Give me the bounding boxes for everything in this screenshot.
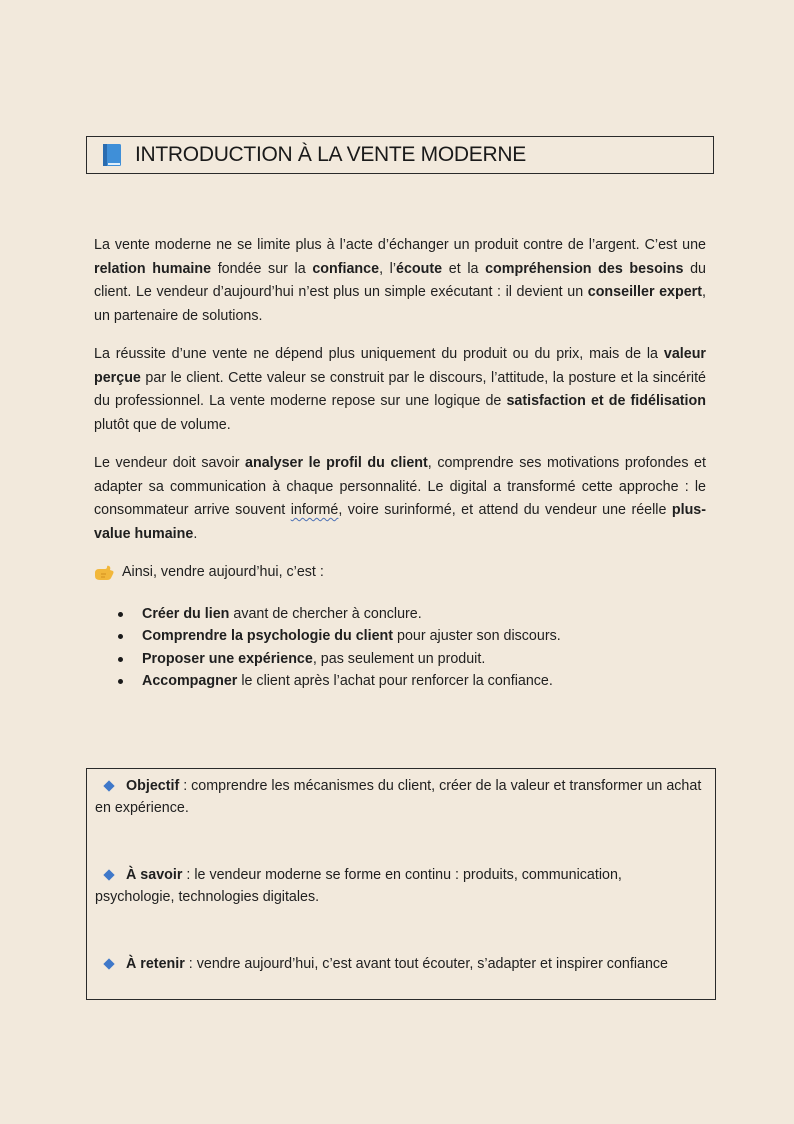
bullet-bold: Comprendre la psychologie du client: [142, 628, 394, 644]
info-text: : le vendeur moderne se forme en continu : produits, communication, psychologie, technologies digitales.: [95, 867, 622, 905]
paragraph-text: par le client. Cette valeur se construit par le discours, l’attitude, la posture et la sincérité du professionnel. La vente moderne repose sur une logique de: [94, 369, 706, 409]
info-item: [95, 864, 705, 908]
bullet-text: pour ajuster son discours.: [393, 628, 561, 644]
bullet-item: [142, 603, 706, 626]
bold-text: conseiller expert: [587, 284, 703, 300]
blue-diamond-icon: [103, 780, 114, 791]
paragraph: [94, 234, 706, 328]
bullet-list: [94, 603, 706, 693]
paragraph: [94, 343, 706, 437]
pointing-hand-icon: [94, 565, 114, 581]
bullet-text: avant de chercher à conclure.: [229, 605, 422, 622]
info-box: [86, 768, 716, 1000]
blue-book-icon: [101, 143, 123, 167]
blue-diamond-icon: [103, 869, 114, 880]
bold-text: plus-value humaine: [94, 502, 707, 542]
paragraph-text: Le vendeur doit savoir: [94, 455, 246, 471]
bullet-bold: Créer du lien: [142, 605, 230, 622]
info-text: : comprendre les mécanismes du client, créer de la valeur et transformer un achat en expérience.: [95, 778, 702, 816]
bullet-bold: Accompagner: [142, 673, 238, 689]
bold-text: écoute: [396, 260, 443, 277]
info-text: : vendre aujourd’hui, c’est avant tout écouter, s’adapter et inspirer confiance: [184, 956, 669, 972]
paragraph-text: La vente moderne ne se limite plus à l’acte d’échanger un produit contre de l’argent. C’est une: [94, 237, 706, 253]
info-item: [95, 953, 705, 975]
info-label: À retenir: [126, 956, 185, 972]
bullet-text: , pas seulement un produit.: [312, 650, 486, 667]
info-label: Objectif: [126, 778, 180, 794]
info-label: À savoir: [126, 867, 183, 883]
bullet-text: le client après l’achat pour renforcer la confiance.: [237, 673, 553, 689]
paragraph-text: La réussite d’une vente ne dépend plus uniquement du produit ou du prix, mais de la: [94, 346, 664, 362]
paragraph-text: fondée sur la: [211, 260, 313, 277]
bold-text: valeur perçue: [94, 346, 706, 386]
bullet-bold: Proposer une expérience: [142, 650, 313, 667]
paragraph-text: du client. Le vendeur d’aujourd’hui n’est plus un simple exécutant : il devient un: [94, 260, 707, 300]
paragraph-text: plutôt que de volume.: [94, 416, 231, 433]
paragraph-list: [94, 234, 706, 546]
bold-text: satisfaction et de fidélisation: [506, 393, 706, 409]
bullet-item: [142, 648, 706, 671]
info-item: [95, 775, 705, 819]
bullet-item: [142, 670, 706, 693]
paragraph-text: , l’: [379, 260, 397, 277]
page-title: INTRODUCTION À LA VENTE MODERNE: [135, 143, 526, 166]
paragraph-text: et la: [442, 260, 486, 277]
bold-text: analyser le profil du client: [245, 455, 428, 471]
bold-text: confiance: [312, 260, 380, 277]
paragraph-text: .: [193, 525, 198, 542]
intro-line: [94, 561, 706, 585]
bold-text: relation humaine: [94, 260, 212, 277]
main-content: [94, 234, 706, 693]
paragraph-text: , un partenaire de solutions.: [94, 284, 706, 324]
paragraph-text: , comprendre ses motivations profondes et adapter sa communication à chaque personnalité. Le digital a transformé cette approche : le consommateur arrive souvent: [94, 455, 706, 518]
paragraph: [94, 452, 706, 546]
spellcheck-word: informé: [290, 502, 339, 518]
blue-diamond-icon: [103, 958, 114, 969]
bullet-item: [142, 625, 706, 648]
bold-text: compréhension des besoins: [485, 260, 684, 277]
intro-line-text: Ainsi, vendre aujourd’hui, c’est :: [122, 564, 324, 580]
title-box: [86, 136, 714, 174]
paragraph-text: , voire surinformé, et attend du vendeur une réelle: [338, 502, 672, 518]
